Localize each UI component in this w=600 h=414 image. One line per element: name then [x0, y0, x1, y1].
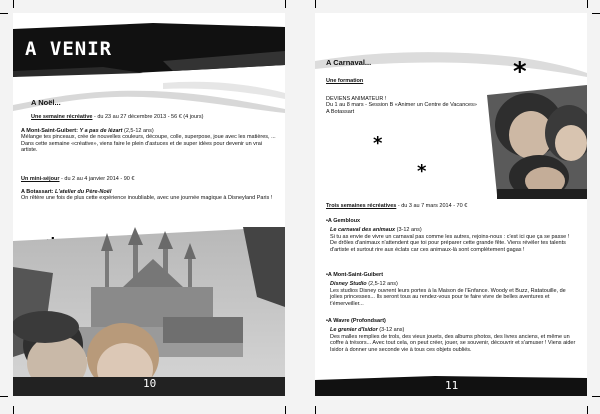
week-info: - du 23 au 27 décembre 2013 - 56 € (4 jours)	[92, 114, 204, 120]
left-page	[13, 13, 285, 396]
crop-mark	[315, 0, 316, 8]
formation-line: DEVIENS ANIMATEUR !	[326, 96, 387, 102]
activity-block	[21, 128, 279, 154]
place-name: •A Wavre (Profondsart)	[326, 318, 386, 324]
activity-theme: Le grenier d'Isidor	[330, 327, 378, 334]
mini-info: - du 2 au 4 janvier 2014 - 90 €	[59, 176, 135, 182]
crop-mark	[285, 406, 286, 414]
activity-theme: Y a pas de lézart	[79, 128, 123, 134]
formation-title-text: Une formation	[326, 78, 364, 84]
activity-block	[21, 189, 279, 202]
weeks-title: Trois semaines récréatives	[326, 203, 397, 209]
star-decoration: *	[417, 161, 427, 182]
activity-theme: Le carnaval des animaux	[330, 227, 396, 234]
week-title: Une semaine récréative	[31, 114, 93, 120]
crop-mark	[0, 13, 8, 14]
crop-mark	[13, 406, 14, 414]
place-name: A Botassart:	[21, 189, 56, 195]
week-heading	[31, 114, 285, 120]
age-range: (3-12 ans)	[377, 327, 405, 334]
activity-description: Les studios Disney ouvrent leurs portes à la Maison de l'Enfance. Woody et Buzz, Ratatouille, de jolies princesses... Ils seront tous au rendez-vous pour te faire vivre de belles aventures et t'émerveiller...	[330, 287, 566, 307]
mini-title: Un mini-séjour	[21, 176, 60, 182]
activity-block-wavre	[326, 318, 576, 353]
weeks-info: - du 3 au 7 mars 2014 - 70 €	[396, 203, 468, 209]
crop-mark	[592, 396, 600, 397]
crop-mark	[285, 0, 286, 8]
activity-description: On rêtère une fois de plus cette expérience inoubliable, avec une journée magique à Disneyland Paris !	[21, 195, 273, 202]
page-number: 11	[445, 379, 459, 392]
activity-description: Si tu as envie de vivre un carnaval pas comme les autres, rejoins-nous : c'est ici que ça se passe ! De drôles d'animaux n'attendent que toi pour préparer cette grande fête. Viens révéler tes talents d'artiste et surtout rire aux éclats car ces animaux-là sont complètement gagas !	[330, 233, 570, 253]
activity-description: Mélange tes pinceaux, crée de nouvelles couleurs, découpe, colle, superpose, joue avec les matières, ... Dans cette semaine «créative», viens faire le plein d'astuces et de super idées pour devenir un vrai artiste.	[21, 134, 276, 154]
right-page	[315, 13, 587, 396]
age-range: (3-12 ans)	[395, 227, 422, 234]
star-decoration: *	[373, 133, 383, 154]
activity-block-msg	[326, 272, 576, 307]
crop-mark	[592, 13, 600, 14]
mini-heading	[21, 176, 279, 182]
crop-mark	[0, 396, 8, 397]
activity-theme: Disney Studio	[330, 281, 367, 288]
page-number: 10	[143, 377, 157, 390]
activity-block-gembloux	[326, 218, 576, 253]
crop-mark	[587, 0, 588, 8]
children-photo	[457, 85, 587, 199]
disneyland-photo	[13, 227, 285, 396]
formation-line: Du 1 au 8 mars - Session B «Animer un Centre de Vacances»	[326, 102, 477, 109]
crop-mark	[315, 406, 316, 414]
section-title: A Noël...	[31, 98, 61, 107]
age-range: (2,5-12 ans)	[366, 281, 398, 288]
section-title: A Carnaval...	[326, 58, 372, 67]
place-name: A Mont-Saint-Guibert:	[21, 128, 80, 134]
place-name: •A Mont-Saint-Guibert	[326, 272, 384, 278]
crop-mark	[587, 406, 588, 414]
weeks-heading	[326, 203, 576, 209]
formation-line: A Botassart	[326, 108, 355, 115]
activity-theme: L'atelier du Père-Noël	[55, 189, 112, 195]
formation-title	[326, 78, 363, 84]
page-title: A VENIR	[25, 38, 113, 60]
age-range: (2,5-12 ans)	[122, 128, 154, 134]
activity-description: Des malles remplies de trols, des vieux jouets, des albums photos, des livres anciens, et même un coffre à trésors... Avec tout cela, on peut créer, jouer, se souvenir, découvrir et s'amuser ! Viens aider Isidor à donner une seconde vie à tous ces objets oubliés.	[330, 333, 576, 353]
crop-mark	[13, 0, 14, 8]
place-name: •A Gembloux	[326, 218, 361, 224]
star-decoration: *	[513, 57, 527, 87]
